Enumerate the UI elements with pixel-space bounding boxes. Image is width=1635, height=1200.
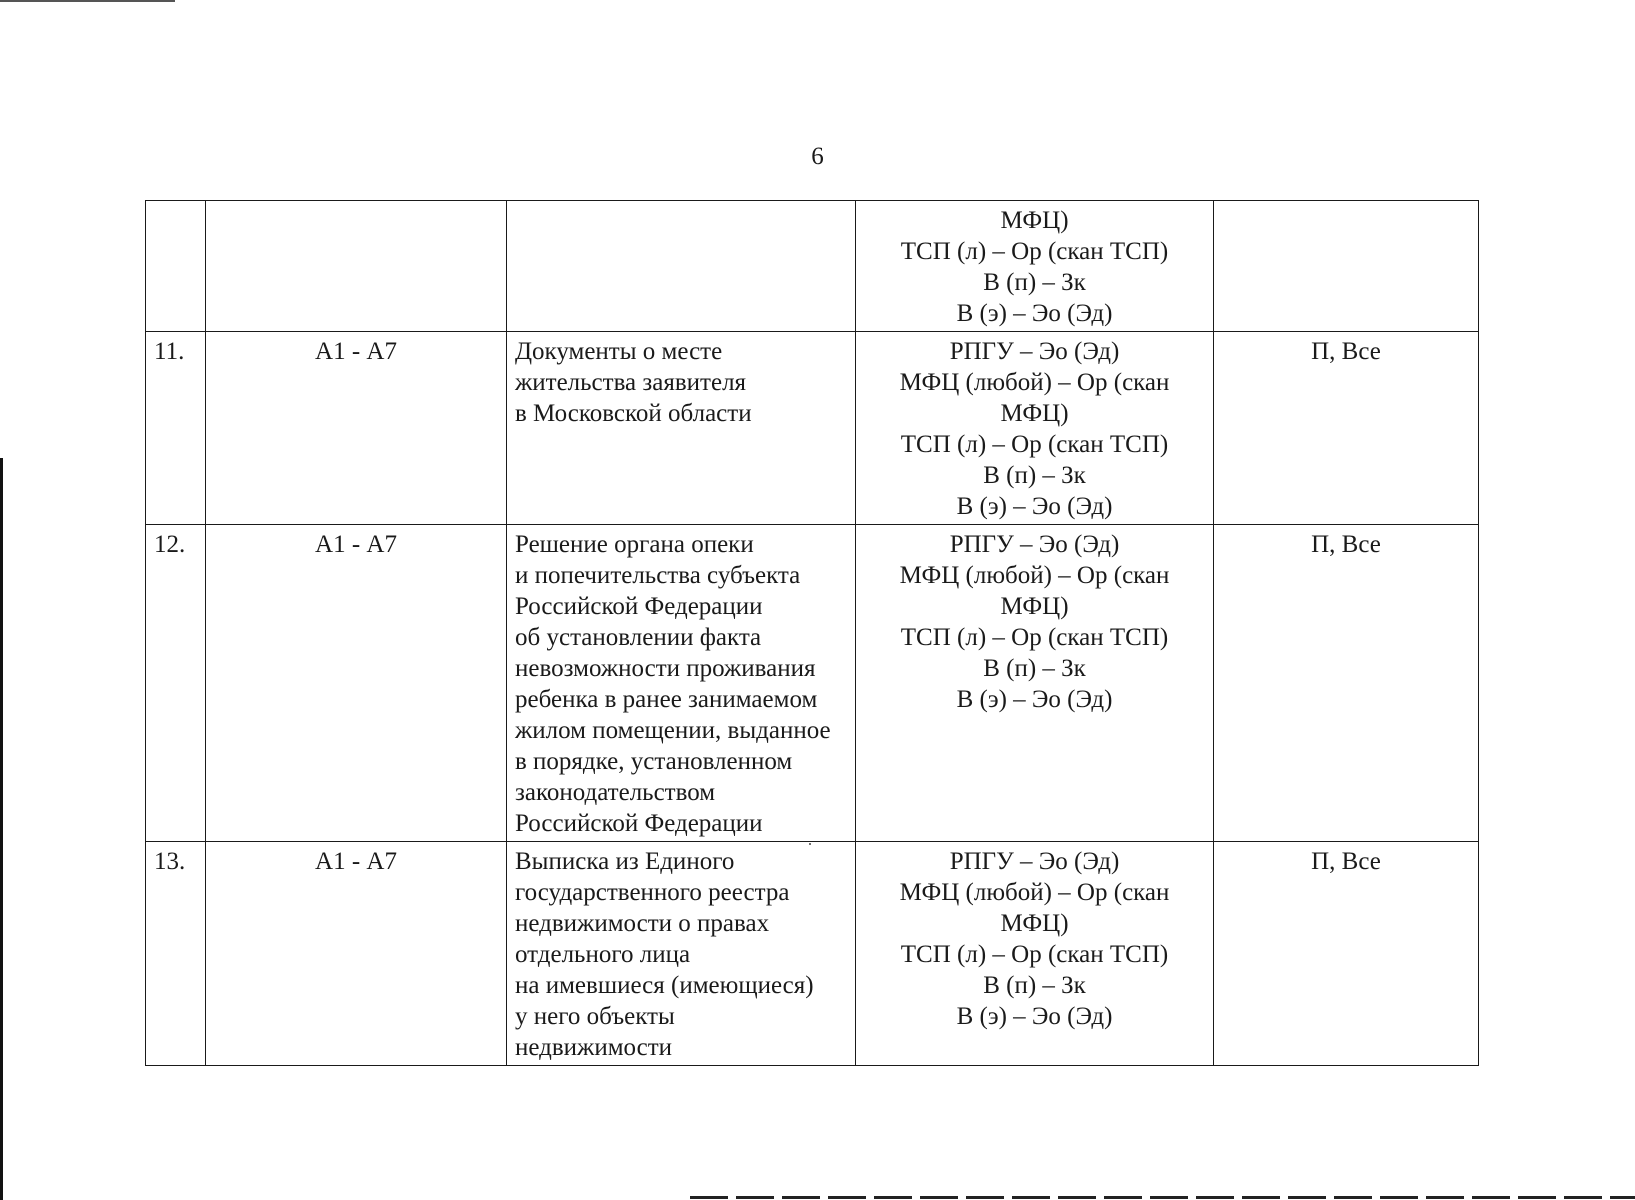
document-line: Выписка из Единого [515, 848, 735, 875]
table-row [146, 842, 1479, 1066]
document-line: жительства заявителя [515, 369, 747, 396]
method-line: МФЦ (любой) – Ор (скан [899, 562, 1170, 589]
applicants-cell [1214, 201, 1479, 332]
document-line: Российской Федерации [515, 810, 763, 837]
method-line: МФЦ (любой) – Ор (скан [899, 879, 1170, 906]
code-cell: А1 - А7 [206, 332, 507, 525]
method-line: В (э) – Эо (Эд) [956, 686, 1113, 713]
document-line: и попечительства субъекта [515, 562, 801, 589]
method-line: МФЦ) [1000, 593, 1069, 620]
method-line: МФЦ) [1000, 207, 1069, 234]
document-cell [507, 332, 856, 525]
document-line: Российской Федерации [515, 593, 763, 620]
document-line: отдельного лица [515, 941, 691, 968]
method-line: В (п) – Зк [983, 269, 1086, 296]
method-line: В (п) – Зк [983, 972, 1086, 999]
applicants-cell: П, Все [1214, 842, 1479, 1066]
document-line: на имевшиеся (имеющиеся) [515, 972, 814, 999]
document-cell [507, 201, 856, 332]
document-line: недвижимости о правах [515, 910, 770, 937]
method-line: В (п) – Зк [983, 462, 1086, 489]
document-line: жилом помещении, выданное [515, 717, 831, 744]
document-line: у него объекты [515, 1003, 675, 1030]
document-line: ребенка в ранее занимаемом [515, 686, 818, 713]
document-table [145, 200, 1479, 1066]
document-cell [507, 525, 856, 842]
page-number: 6 [811, 143, 824, 170]
row-number-cell: 11. [146, 332, 206, 525]
document-line: Документы о месте [515, 338, 723, 365]
document-line: недвижимости [515, 1034, 673, 1061]
code-cell: А1 - А7 [206, 525, 507, 842]
scan-edge-left [0, 458, 3, 1200]
method-cell [856, 842, 1214, 1066]
applicants-cell: П, Все [1214, 332, 1479, 525]
document-line: законодательством [515, 779, 716, 806]
method-cell [856, 332, 1214, 525]
method-line: В (п) – Зк [983, 655, 1086, 682]
table-row [146, 332, 1479, 525]
code-cell [206, 201, 507, 332]
document-cell [507, 842, 856, 1066]
scan-speck [809, 843, 811, 845]
document-line: Решение органа опеки [515, 531, 754, 558]
method-line: В (э) – Эо (Эд) [956, 1003, 1113, 1030]
method-line: РПГУ – Эо (Эд) [949, 338, 1120, 365]
document-line: государственного реестра [515, 879, 790, 906]
code-cell: А1 - А7 [206, 842, 507, 1066]
row-number-cell: 13. [146, 842, 206, 1066]
method-cell [856, 525, 1214, 842]
table-row [146, 201, 1479, 332]
table-body [146, 201, 1479, 1066]
method-line: В (э) – Эо (Эд) [956, 300, 1113, 327]
applicants-cell: П, Все [1214, 525, 1479, 842]
method-line: МФЦ (любой) – Ор (скан [899, 369, 1170, 396]
method-line: ТСП (л) – Ор (скан ТСП) [900, 941, 1169, 968]
method-line: ТСП (л) – Ор (скан ТСП) [900, 238, 1169, 265]
table-row [146, 525, 1479, 842]
method-line: ТСП (л) – Ор (скан ТСП) [900, 624, 1169, 651]
method-line: МФЦ) [1000, 400, 1069, 427]
method-line: ТСП (л) – Ор (скан ТСП) [900, 431, 1169, 458]
scan-edge-top [0, 0, 175, 2]
document-line: в порядке, установленном [515, 748, 793, 775]
document-line: невозможности проживания [515, 655, 816, 682]
row-number-cell: 12. [146, 525, 206, 842]
document-line: об установлении факта [515, 624, 762, 651]
document-line: в Московской области [515, 400, 752, 427]
row-number-cell [146, 201, 206, 332]
method-line: РПГУ – Эо (Эд) [949, 848, 1120, 875]
method-line: В (э) – Эо (Эд) [956, 493, 1113, 520]
method-line: РПГУ – Эо (Эд) [949, 531, 1120, 558]
method-cell [856, 201, 1214, 332]
method-line: МФЦ) [1000, 910, 1069, 937]
scan-edge-bottom [690, 1196, 1635, 1199]
